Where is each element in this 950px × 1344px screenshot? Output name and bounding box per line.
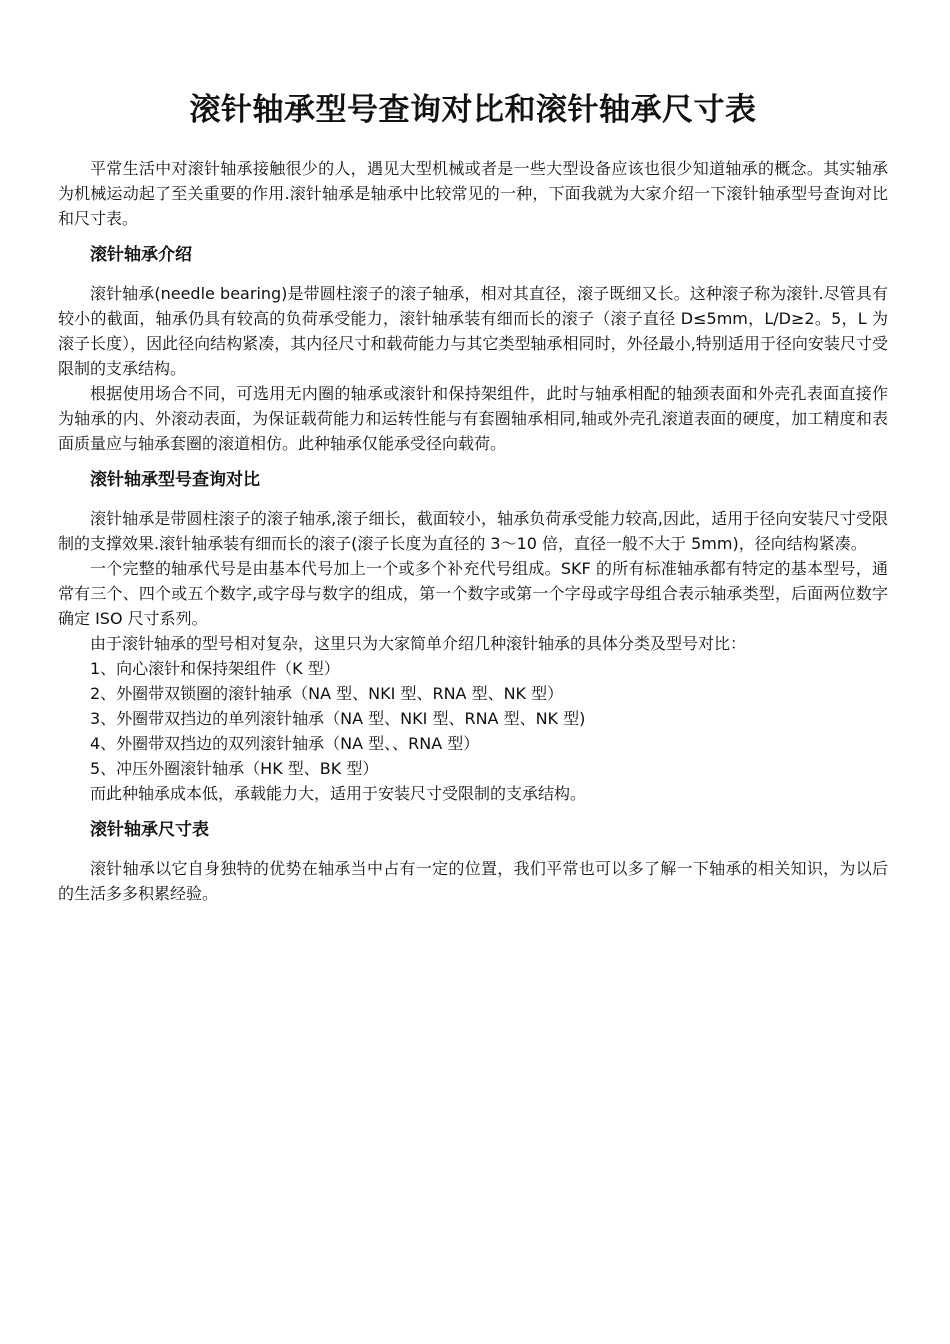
section-paragraph: 滚针轴承(needle bearing)是带圆柱滚子的滚子轴承，相对其直径，滚子既细又长。这种滚子称为滚针.尽管具有较小的截面，轴承仍具有较高的负荷承受能力，滚针轴承装有细而长的滚子（滚子直径 D≤5mm，L/D≥2。5，L 为滚子长度），因此径向结构紧凑，其内径尺寸和载荷能力与其它类型轴承相同时，外径最小,特别适用于径向安装尺寸受限制的支承结构。	[58, 284, 888, 378]
section-paragraph: 一个完整的轴承代号是由基本代号加上一个或多个补充代号组成。SKF 的所有标准轴承都有特定的基本型号，通常有三个、四个或五个数字,或字母与数字的组成，第一个数字或第一个字母或字母组合表示轴承类型，后面两位数字确定 ISO 尺寸系列。	[58, 559, 888, 628]
section-paragraph: 滚针轴承是带圆柱滚子的滚子轴承,滚子细长，截面较小，轴承负荷承受能力较高,因此，适用于径向安装尺寸受限制的支撑效果.滚针轴承装有细而长的滚子(滚子长度为直径的 3～10 倍，直径一般不大于 5mm)，径向结构紧凑。	[58, 509, 888, 553]
section-heading: 滚针轴承尺寸表	[90, 820, 209, 840]
list-item: 而此种轴承成本低，承载能力大，适用于安装尺寸受限制的支承结构。	[90, 784, 587, 803]
section-introduction	[58, 241, 888, 456]
list-item: 2、外圈带双锁圈的滚针轴承（NA 型、NKI 型、RNA 型、NK 型）	[90, 684, 564, 703]
list-item: 5、冲压外圈滚针轴承（HK 型、BK 型）	[90, 759, 379, 778]
section-paragraph: 滚针轴承以它自身独特的优势在轴承当中占有一定的位置，我们平常也可以多了解一下轴承的相关知识，为以后的生活多多积累经验。	[58, 859, 888, 903]
section-paragraph: 由于滚针轴承的型号相对复杂，这里只为大家简单介绍几种滚针轴承的具体分类及型号对比：	[90, 634, 747, 653]
list-item: 4、外圈带双挡边的双列滚针轴承（NA 型、、RNA 型）	[90, 734, 480, 753]
section-paragraph: 根据使用场合不同，可选用无内圈的轴承或滚针和保持架组件，此时与轴承相配的轴颈表面和外壳孔表面直接作为轴承的内、外滚动表面，为保证载荷能力和运转性能与有套圈轴承相同,轴或外壳孔滚道表面的硬度，加工精度和表面质量应与轴承套圈的滚道相仿。此种轴承仅能承受径向载荷。	[58, 384, 888, 453]
intro-paragraph: 平常生活中对滚针轴承接触很少的人，遇见大型机械或者是一些大型设备应该也很少知道轴承的概念。其实轴承为机械运动起了至关重要的作用.滚针轴承是轴承中比较常见的一种，下面我就为大家介绍一下滚针轴承型号查询对比和尺寸表。	[58, 159, 888, 228]
page-title: 滚针轴承型号查询对比和滚针轴承尺寸表	[189, 92, 757, 128]
section-heading: 滚针轴承型号查询对比	[90, 470, 260, 490]
section-model-comparison	[58, 466, 888, 806]
section-size-table	[58, 816, 888, 906]
list-item: 3、外圈带双挡边的单列滚针轴承（NA 型、NKI 型、RNA 型、NK 型)	[90, 709, 586, 728]
section-heading: 滚针轴承介绍	[90, 245, 192, 265]
model-list	[58, 656, 888, 806]
list-item: 1、向心滚针和保持架组件（K 型）	[90, 659, 340, 678]
